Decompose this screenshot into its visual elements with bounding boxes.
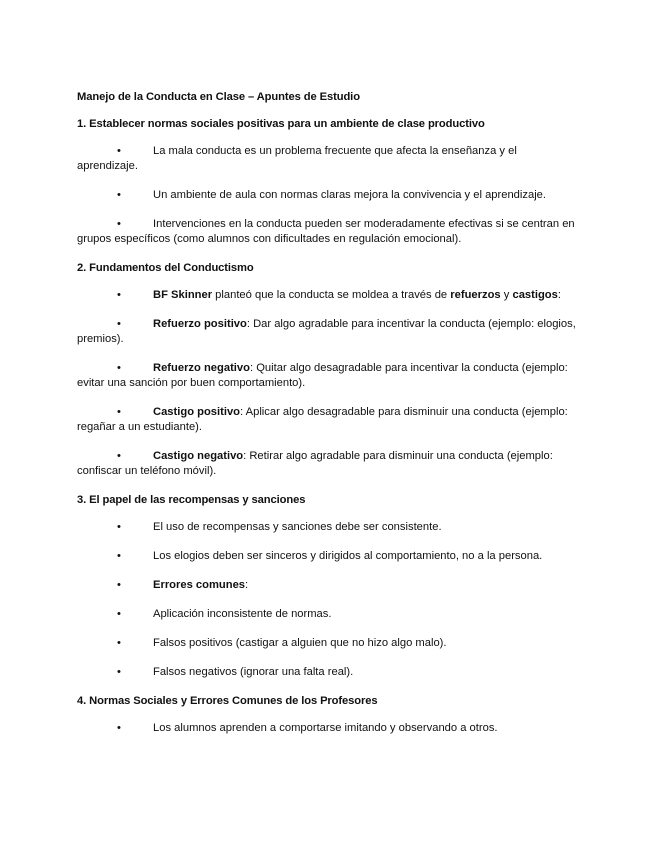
item-term: Refuerzo negativo	[153, 362, 250, 374]
item-text: : Quitar algo desagradable para incentivar la conducta (ejemplo: evitar una sanción por buen comportamiento).	[77, 362, 568, 389]
list-item	[77, 405, 577, 435]
section-heading: 4. Normas Sociales y Errores Comunes de los Profesores	[77, 695, 378, 707]
list-item	[77, 721, 577, 736]
list-item	[77, 188, 577, 203]
section-heading: 3. El papel de las recompensas y sanciones	[77, 494, 306, 506]
item-text: La mala conducta es un problema frecuente que afecta la enseñanza y el aprendizaje.	[77, 145, 517, 172]
item-text: :	[245, 579, 249, 591]
list-item	[77, 217, 577, 247]
bullet-icon: •	[117, 362, 121, 374]
bullet-icon: •	[117, 521, 121, 533]
item-term: refuerzos	[450, 289, 501, 301]
item-text: Aplicación inconsistente de normas.	[153, 608, 332, 620]
item-text: : Retirar algo agradable para disminuir una conducta (ejemplo: confiscar un teléfono móvil).	[77, 450, 553, 477]
bullet-icon: •	[117, 450, 121, 462]
list-item	[77, 144, 577, 174]
document-title: Manejo de la Conducta en Clase – Apuntes de Estudio	[77, 91, 360, 103]
item-text: planteó que la conducta se moldea a través de	[212, 289, 451, 301]
bullet-icon: •	[117, 289, 121, 301]
bullet-icon: •	[117, 318, 121, 330]
bullet-icon: •	[117, 666, 121, 678]
list-item	[77, 578, 577, 593]
item-term: Castigo negativo	[153, 450, 244, 462]
item-term: BF Skinner	[153, 289, 213, 301]
item-text: Intervenciones en la conducta pueden ser moderadamente efectivas si se centran en grupos específicos (como alumnos con dificultades en regulación emocional).	[77, 218, 575, 245]
item-text: Los alumnos aprenden a comportarse imitando y observando a otros.	[153, 722, 498, 734]
list-item	[77, 317, 577, 347]
list-item	[77, 636, 577, 651]
document-content	[77, 90, 577, 750]
item-term: Errores comunes	[153, 579, 246, 591]
item-term: Refuerzo positivo	[153, 318, 247, 330]
list-item	[77, 549, 577, 564]
item-text: :	[557, 289, 561, 301]
bullet-icon: •	[117, 722, 121, 734]
item-text: Falsos positivos (castigar a alguien que no hizo algo malo).	[153, 637, 447, 649]
item-text: : Aplicar algo desagradable para disminuir una conducta (ejemplo: regañar a un estudiante).	[77, 406, 568, 433]
item-text: El uso de recompensas y sanciones debe ser consistente.	[153, 521, 442, 533]
list-item	[77, 520, 577, 535]
list-item	[77, 449, 577, 479]
section-heading: 1. Establecer normas sociales positivas para un ambiente de clase productivo	[77, 118, 485, 130]
bullet-icon: •	[117, 218, 121, 230]
item-text: Los elogios deben ser sinceros y dirigidos al comportamiento, no a la persona.	[153, 550, 543, 562]
item-text: y	[500, 289, 513, 301]
list-item	[77, 607, 577, 622]
bullet-icon: •	[117, 406, 121, 418]
bullet-icon: •	[117, 550, 121, 562]
item-text: : Dar algo agradable para incentivar la conducta (ejemplo: elogios, premios).	[77, 318, 576, 345]
bullet-icon: •	[117, 637, 121, 649]
bullet-icon: •	[117, 189, 121, 201]
item-text: Falsos negativos (ignorar una falta real).	[153, 666, 354, 678]
list-item	[77, 361, 577, 391]
bullet-icon: •	[117, 579, 121, 591]
section-heading: 2. Fundamentos del Conductismo	[77, 262, 254, 274]
list-item	[77, 665, 577, 680]
bullet-icon: •	[117, 608, 121, 620]
item-text: Un ambiente de aula con normas claras mejora la convivencia y el aprendizaje.	[153, 189, 547, 201]
item-term: castigos	[512, 289, 558, 301]
list-item	[77, 288, 577, 303]
item-term: Castigo positivo	[153, 406, 241, 418]
bullet-icon: •	[117, 145, 121, 157]
